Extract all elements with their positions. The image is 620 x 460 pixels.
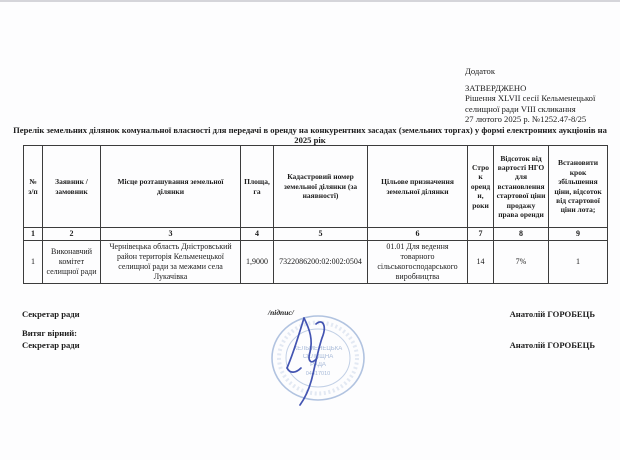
column-number: 2	[43, 228, 101, 241]
cell-location: Чернівецька область Дністровський район територія Кельменецької селищної ради за межами села Лукачівка	[101, 241, 241, 284]
column-number: 7	[468, 228, 494, 241]
col-header-purpose: Цільове призначення земельної ділянки	[368, 146, 468, 228]
column-number: 9	[549, 228, 608, 241]
secretary-name-2: Анатолій ГОРОБЕЦЬ	[509, 340, 595, 350]
column-number: 8	[494, 228, 549, 241]
cell-applicant: Виконавчий комітет селищної ради	[43, 241, 101, 284]
signature-note: /підпис/	[268, 308, 294, 317]
col-header-applicant: Заявник / замовник	[43, 146, 101, 228]
col-header-location: Місце розташування земельної ділянки	[101, 146, 241, 228]
col-header-price-step: Встановити крок збільшення ціни, відсоток від стартової ціни лота;	[549, 146, 608, 228]
approval-block	[465, 66, 595, 125]
cell-row-number: 1	[24, 241, 43, 284]
column-number: 6	[368, 228, 468, 241]
column-number-row	[24, 228, 608, 241]
approval-date-number-line: 27 лютого 2025 р. №1252.47-8/25	[465, 114, 587, 124]
col-header-cadastral-number: Кадастровий номер земельної ділянки (за наявності)	[274, 146, 368, 228]
cell-lease-term: 14	[468, 241, 494, 284]
stamp-text-line: РАДА	[310, 362, 326, 368]
col-header-area: Площа, га	[241, 146, 274, 228]
col-header-row-number: № з/п	[24, 146, 43, 228]
table-row	[24, 241, 608, 284]
cell-area: 1,9000	[241, 241, 274, 284]
secretary-name-1: Анатолій ГОРОБЕЦЬ	[509, 309, 595, 319]
column-number: 5	[274, 228, 368, 241]
official-stamp	[266, 308, 370, 412]
secretary-label-2: Секретар ради	[22, 340, 80, 350]
secretary-label-1: Секретар ради	[22, 309, 80, 319]
column-number: 4	[241, 228, 274, 241]
stamp-text-line: КЕЛЬМЕНЕЦЬКА	[293, 346, 343, 352]
cell-cadastral-number: 7322086200:02:002:0504	[274, 241, 368, 284]
cell-price-step: 1	[549, 241, 608, 284]
extract-valid-label: Витяг вірний:	[22, 328, 78, 338]
approval-decision-line: Рішення XLVII сесії Кельменецької	[465, 93, 596, 103]
approval-approved-label: ЗАТВЕРДЖЕНО	[465, 82, 527, 93]
cell-ngo-percent: 7%	[494, 241, 549, 284]
document-title: Перелік земельних ділянок комунальної власності для передачі в оренду на конкурентних засадах (земельних торгах) у формі електронних аукціонів на 2025 рік	[13, 125, 607, 145]
cell-purpose: 01.01 Для ведення товарного сільськогосподарського виробництва	[368, 241, 468, 284]
column-number: 3	[101, 228, 241, 241]
column-number: 1	[24, 228, 43, 241]
land-plots-table	[23, 145, 608, 284]
approval-council-line: селищної ради VIII скликання	[465, 103, 576, 114]
approval-annex-label: Додаток	[465, 66, 495, 76]
stamp-text-line: СЕЛИЩНА	[302, 354, 334, 360]
col-header-lease-term: Строк оренди, роки	[468, 146, 494, 228]
stamp-code: 04417010	[305, 371, 331, 377]
col-header-ngo-percent: Відсоток від вартості НГО для встановлення стартової ціни продажу права оренди	[494, 146, 549, 228]
table-header-row	[24, 146, 608, 228]
